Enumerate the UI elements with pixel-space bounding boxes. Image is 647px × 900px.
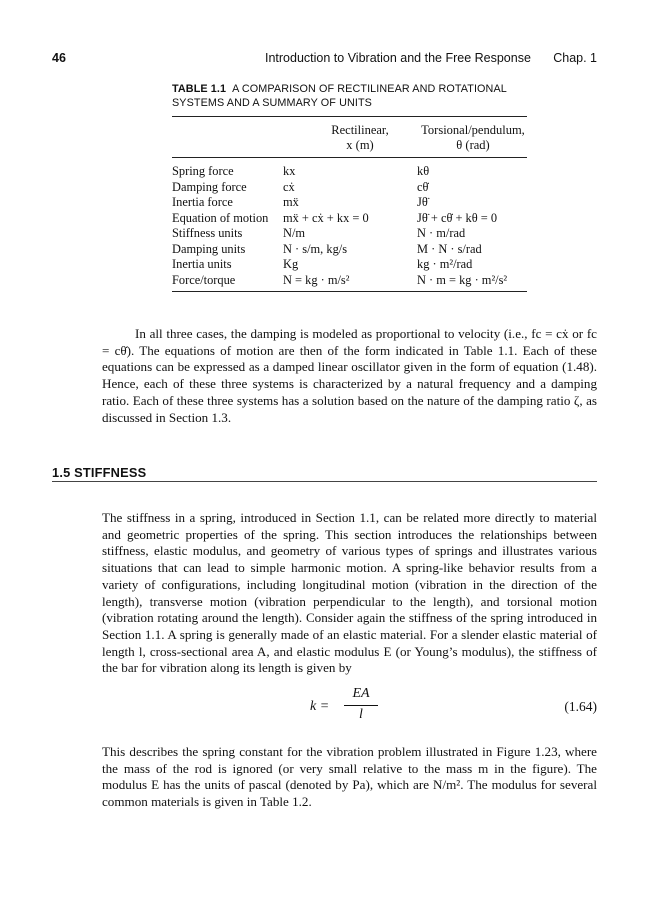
column-header-rectilinear-line2: x (m) bbox=[346, 138, 374, 152]
paragraph-damping-summary: In all three cases, the damping is modeled as proportional to velocity (i.e., fc = cẋ or fc = cθ̇). The equations of motion are then of the form indicated in Table 1.1. Each of these equations can be expressed as a damped linear oscillator given in the form of equation (1.48). Hence, each of these three systems is characterized by a natural frequency and a damping ratio. Each of these three systems has a solution based on the nature of the damping ratio ζ, as discussed in Section 1.3. bbox=[102, 326, 597, 425]
table-caption-text2: SYSTEMS AND A SUMMARY OF UNITS bbox=[172, 97, 372, 109]
chapter-label: Chap. 1 bbox=[553, 51, 597, 65]
section-rule bbox=[52, 481, 597, 482]
table-caption-line1 bbox=[172, 82, 552, 96]
equation-number: (1.64) bbox=[564, 699, 597, 714]
paragraph-stiffness-intro: The stiffness in a spring, introduced in Section 1.1, can be related more directly to material and geometric properties of the spring. This section introduces the relationships between stiffness, elastic modulus, and geometry of various types of springs and illustrates various situations that can lead to simple harmonic motion. A spring-like behavior results from a variety of configurations, including longitudinal motion (vibration in the direction of the length), transverse motion (vibration perpendicular to the length), and torsional motion (vibration rotating around the length). Consider again the stiffness of the spring introduced in Section 1.1. A spring is generally made of an elastic material. For a slender elastic material of length l, cross-sectional area A, and elastic modulus E (or Young’s modulus), the stiffness of the bar for vibration along its length is given by bbox=[102, 510, 597, 676]
table-top-rule bbox=[172, 116, 527, 117]
row-torsional-value: kθ bbox=[417, 164, 430, 178]
row-label: Force/torque bbox=[172, 272, 236, 287]
table-row bbox=[172, 226, 532, 242]
column-header-torsional-line1: Torsional/pendulum, bbox=[421, 123, 525, 137]
row-rectilinear-value: N/m bbox=[283, 226, 306, 240]
column-header-torsional-line2: θ (rad) bbox=[456, 138, 490, 152]
table-row bbox=[172, 242, 532, 258]
row-rectilinear-value: N · s/m, kg/s bbox=[283, 241, 348, 256]
equation-denominator: l bbox=[359, 707, 363, 722]
row-label: Inertia force bbox=[172, 195, 233, 209]
row-torsional-value: kg · m²/rad bbox=[417, 257, 473, 271]
equation-numerator: EA bbox=[352, 686, 370, 701]
row-label: Damping units bbox=[172, 241, 246, 256]
row-rectilinear-value: Kg bbox=[283, 257, 299, 271]
page-number: 46 bbox=[52, 51, 66, 65]
column-header-torsional bbox=[410, 123, 536, 153]
table-caption bbox=[172, 82, 552, 110]
row-label: Spring force bbox=[172, 164, 234, 178]
row-torsional-value: N · m = kg · m²/s² bbox=[417, 272, 508, 287]
table-row bbox=[172, 211, 532, 227]
row-torsional-value: N · m/rad bbox=[417, 226, 466, 240]
row-torsional-value: cθ̇ bbox=[417, 179, 429, 194]
column-header-rectilinear bbox=[316, 123, 404, 153]
running-head bbox=[52, 51, 597, 67]
row-rectilinear-value: mẍ bbox=[283, 195, 299, 209]
row-rectilinear-value: N = kg · m/s² bbox=[283, 272, 350, 287]
table-row bbox=[172, 164, 532, 180]
table-caption-text1: A COMPARISON OF RECTILINEAR AND ROTATIONAL bbox=[232, 83, 507, 95]
row-torsional-value: M · N · s/rad bbox=[417, 241, 482, 256]
section-heading: 1.5 STIFFNESS bbox=[52, 465, 147, 480]
column-header-rectilinear-line1: Rectilinear, bbox=[331, 123, 389, 137]
row-label: Damping force bbox=[172, 179, 247, 194]
row-torsional-value: Jθ̈ bbox=[417, 195, 428, 209]
row-label: Stiffness units bbox=[172, 226, 243, 240]
table-row bbox=[172, 273, 532, 289]
table-header-rule bbox=[172, 157, 527, 158]
table-number: TABLE 1.1 bbox=[172, 83, 227, 95]
table-row bbox=[172, 257, 532, 273]
equation-lhs: k = bbox=[310, 699, 330, 714]
table-row bbox=[172, 195, 532, 211]
row-label: Equation of motion bbox=[172, 210, 269, 225]
row-rectilinear-value: mẍ + cẋ + kx = 0 bbox=[283, 210, 369, 225]
row-rectilinear-value: kx bbox=[283, 164, 296, 178]
row-label: Inertia units bbox=[172, 257, 232, 271]
equation-1-64 bbox=[300, 686, 600, 732]
running-title: Introduction to Vibration and the Free Response bbox=[265, 51, 531, 65]
table-row bbox=[172, 180, 532, 196]
row-torsional-value: Jθ̈ + cθ̇ + kθ = 0 bbox=[417, 210, 498, 225]
paragraph-spring-constant: This describes the spring constant for the vibration problem illustrated in Figure 1.23, where the mass of the rod is ignored (or very small relative to the mass m in the figure). The modulus E has the units of pascal (denoted by Pa), which are N/m². The modulus for several common materials is given in Table 1.2. bbox=[102, 744, 597, 810]
table-bottom-rule bbox=[172, 291, 527, 292]
row-rectilinear-value: cẋ bbox=[283, 179, 295, 194]
fraction-bar bbox=[344, 705, 378, 706]
